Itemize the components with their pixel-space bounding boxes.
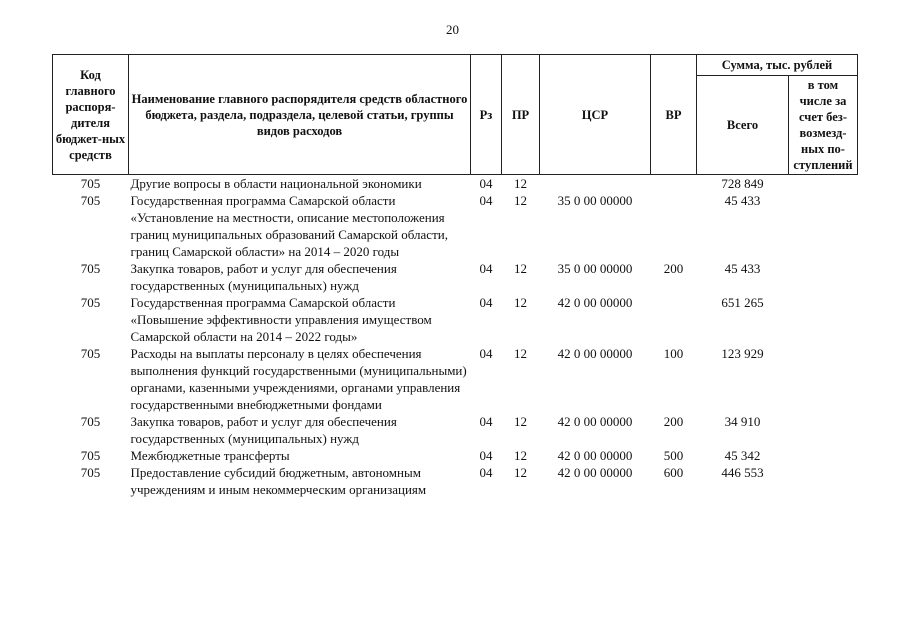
cell-vr: 200 [663,261,684,276]
cell-csr: 42 0 00 00000 [557,295,633,310]
table-row [53,345,858,413]
table-row [53,294,858,345]
cell-csr: 35 0 00 00000 [557,193,633,208]
cell-total: 728 849 [721,176,764,191]
cell-name: Закупка товаров, работ и услуг для обеспечения государственных (муниципальных) нужд [130,414,397,446]
cell-gratuitous [789,175,858,193]
header-sum: Сумма, тыс. рублей [697,55,858,76]
cell-code: 705 [80,295,101,310]
header-gratuitous: в том числе за счет без-возмезд-ных по-ступлений [789,76,858,175]
cell-total: 45 433 [724,193,761,208]
cell-total: 45 433 [724,261,761,276]
cell-gratuitous [789,413,858,447]
header-total: Всего [697,76,789,175]
cell-pr: 12 [514,465,527,480]
cell-name: Государственная программа Самарской области «Установление на местности, описание местоположения границ муниципальных образований Самарской области, границ Самарской области» на 2014 – 2020 годы [130,193,448,259]
table-row [53,413,858,447]
cell-name: Межбюджетные трансферты [130,448,290,463]
cell-rz: 04 [479,346,493,361]
cell-code: 705 [80,176,101,191]
cell-vr: 100 [663,346,684,361]
cell-total: 446 553 [721,465,764,480]
cell-rz: 04 [479,465,493,480]
cell-code: 705 [80,346,101,361]
cell-rz: 04 [479,261,493,276]
cell-gratuitous [789,447,858,464]
cell-code: 705 [80,193,101,208]
cell-gratuitous [789,464,858,498]
cell-pr: 12 [514,261,527,276]
cell-csr: 35 0 00 00000 [557,261,633,276]
cell-total: 34 910 [724,414,761,429]
header-code: Код главного распоря-дителя бюджет-ных средств [53,55,129,175]
cell-csr [540,175,651,193]
cell-csr: 42 0 00 00000 [557,448,633,463]
cell-csr: 42 0 00 00000 [557,465,633,480]
cell-rz: 04 [479,193,493,208]
cell-gratuitous [789,294,858,345]
cell-vr: 200 [663,414,684,429]
cell-code: 705 [80,465,101,480]
cell-total: 651 265 [721,295,764,310]
cell-pr: 12 [514,193,527,208]
cell-rz: 04 [479,448,493,463]
table-row [53,260,858,294]
cell-pr: 12 [514,346,527,361]
cell-vr: 500 [663,448,684,463]
cell-pr: 12 [514,448,527,463]
cell-name: Расходы на выплаты персоналу в целях обеспечения выполнения функций государственными (муниципальными) органами, казенными учреждениями, органами управления государственными внебюджетными фондами [130,346,467,412]
header-name: Наименование главного распорядителя средств областного бюджета, раздела, подраздела, целевой статьи, группы видов расходов [129,55,471,175]
header-vr: ВР [651,55,697,175]
cell-rz: 04 [479,176,493,191]
cell-pr: 12 [514,176,527,191]
budget-table [52,54,858,498]
cell-gratuitous [789,345,858,413]
header-pr: ПР [502,55,540,175]
cell-name: Государственная программа Самарской области «Повышение эффективности управления имуществом Самарской области на 2014 – 2022 годы» [130,295,432,344]
cell-code: 705 [80,261,101,276]
cell-vr: 600 [663,465,684,480]
cell-vr [651,294,697,345]
header-csr: ЦСР [540,55,651,175]
cell-pr: 12 [514,295,527,310]
table-row [53,464,858,498]
table-row [53,192,858,260]
cell-vr [651,175,697,193]
table-row [53,175,858,193]
cell-gratuitous [789,192,858,260]
cell-gratuitous [789,260,858,294]
cell-vr [651,192,697,260]
header-rz: Рз [471,55,502,175]
cell-total: 45 342 [724,448,761,463]
cell-csr: 42 0 00 00000 [557,346,633,361]
page-number: 20 [446,22,459,37]
cell-csr: 42 0 00 00000 [557,414,633,429]
table-row [53,447,858,464]
cell-name: Другие вопросы в области национальной экономики [130,176,422,191]
cell-rz: 04 [479,295,493,310]
cell-total: 123 929 [721,346,764,361]
cell-name: Закупка товаров, работ и услуг для обеспечения государственных (муниципальных) нужд [130,261,397,293]
cell-code: 705 [80,414,101,429]
cell-rz: 04 [479,414,493,429]
cell-pr: 12 [514,414,527,429]
cell-name: Предоставление субсидий бюджетным, автономным учреждениям и иным некоммерческим организациям [130,465,427,497]
cell-code: 705 [80,448,101,463]
